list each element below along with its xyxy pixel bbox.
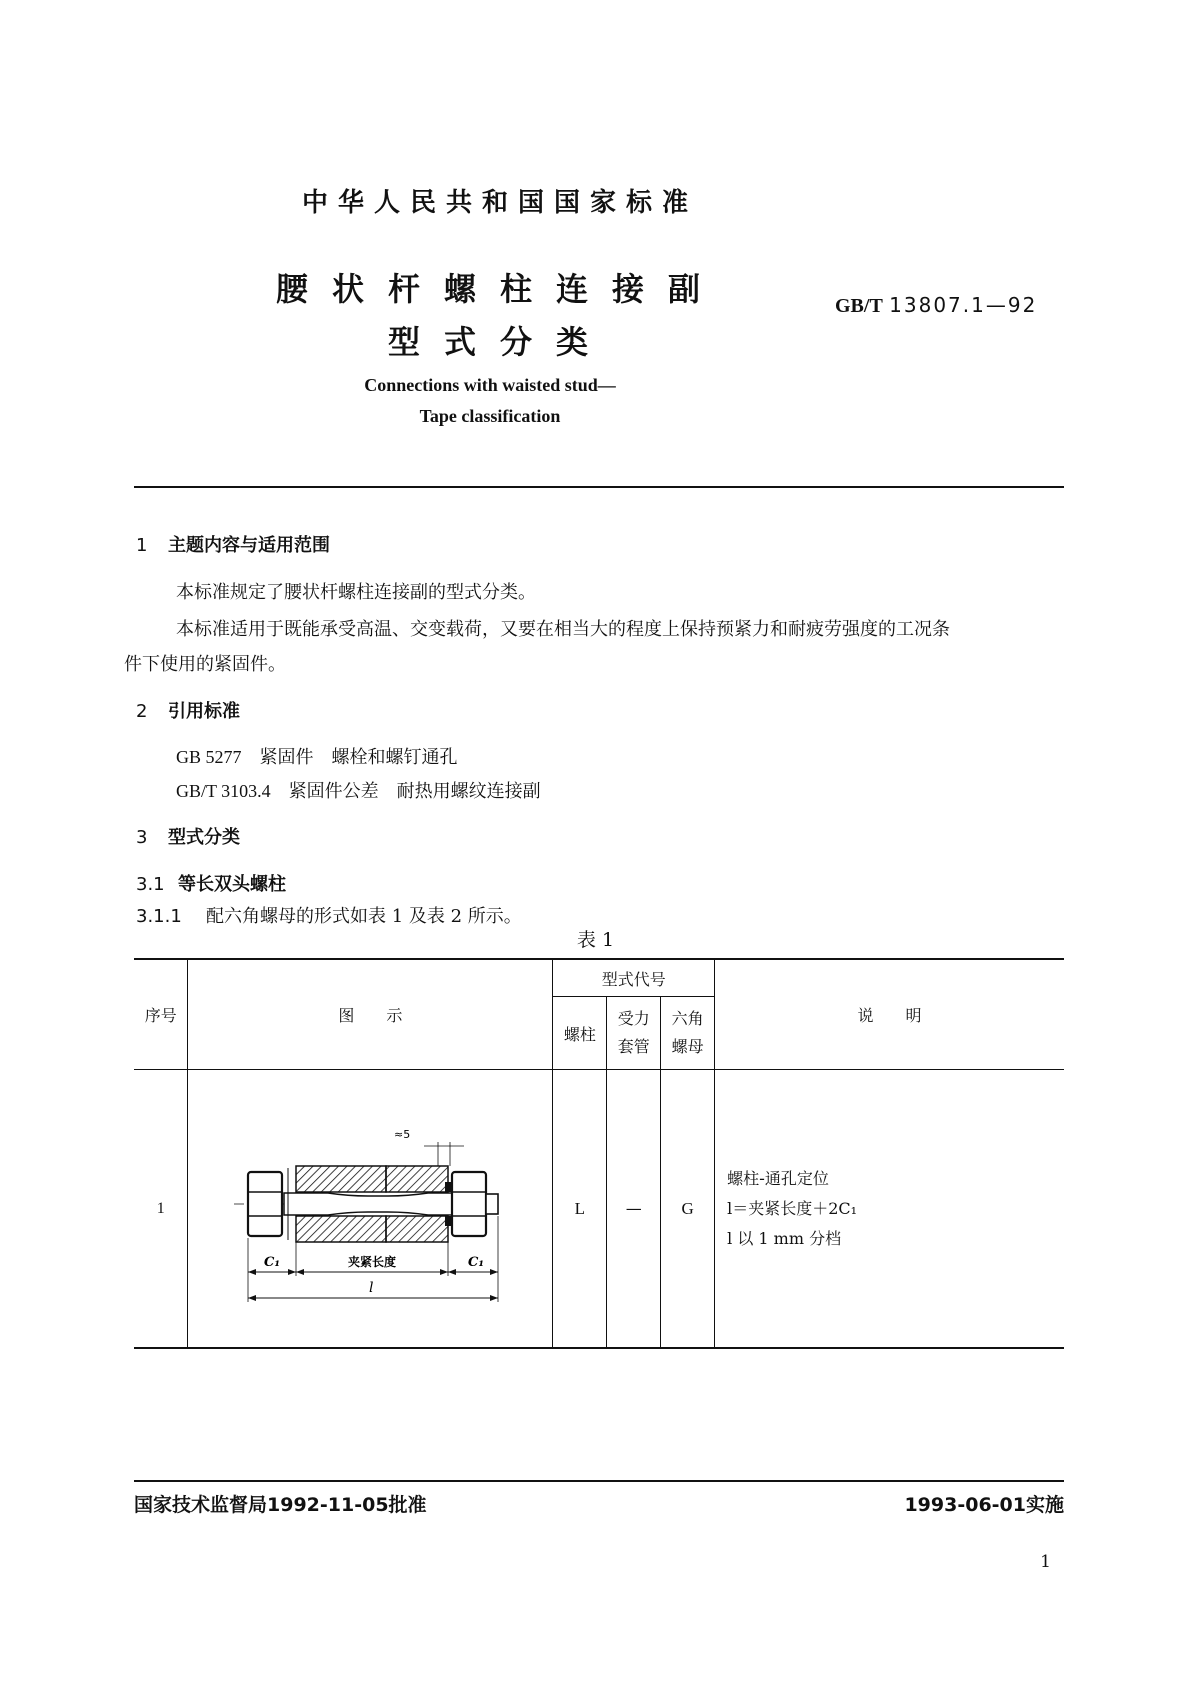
header-nut [661, 997, 715, 1070]
reference-1: GB 5277 紧固件 螺栓和螺钉通孔 [176, 747, 458, 767]
national-standard-heading: 中华人民共和国国家标准 [301, 188, 698, 218]
section-2-number: 2 [136, 701, 148, 722]
header-description: 说 明 [715, 959, 1064, 1070]
section-1-title: 主题内容与适用范围 [168, 535, 330, 556]
row-nut-code: G [661, 1070, 715, 1349]
arrow-f [490, 1269, 498, 1275]
arrow-l-left [248, 1295, 256, 1301]
right-washer-bottom [445, 1216, 451, 1226]
section-3-title: 型式分类 [168, 827, 240, 848]
right-nut [452, 1172, 486, 1236]
desc-line-2: l＝夹紧长度＋2C₁ [727, 1198, 858, 1218]
standard-prefix: GB/T [835, 295, 883, 317]
header-nut-line2: 螺母 [671, 1037, 704, 1056]
upper-plate-left [296, 1166, 386, 1192]
stud-end [486, 1194, 498, 1214]
left-nut [248, 1172, 282, 1236]
clause-3-1-1-number: 3.1.1 [136, 906, 182, 927]
upper-plate-right [386, 1166, 448, 1192]
clamp-length-label: 夹紧长度 [348, 1255, 397, 1269]
l-label: l [369, 1280, 374, 1296]
lower-plate-right [386, 1216, 448, 1242]
row-stud-code: L [553, 1070, 607, 1349]
desc-line-3: l 以 1 mm 分档 [727, 1228, 842, 1248]
section-2-heading [136, 697, 240, 723]
header-sleeve-line2: 套管 [617, 1037, 650, 1056]
section-2-title: 引用标准 [168, 701, 240, 722]
document-title-line2: 型式分类 [387, 323, 612, 361]
arrow-b [288, 1269, 296, 1275]
section-1-heading [136, 531, 330, 557]
row-description [715, 1070, 1064, 1349]
standard-code: 13807.1—92 [889, 293, 1038, 317]
approx-label: ≈5 [394, 1128, 411, 1141]
c1-right-label: C₁ [468, 1255, 485, 1270]
page-number: 1 [1040, 1552, 1051, 1572]
right-washer-top [445, 1182, 451, 1192]
arrow-l-right [490, 1295, 498, 1301]
section-1-number: 1 [136, 535, 148, 556]
header-sleeve-line1: 受力 [617, 1009, 650, 1028]
arrow-e [448, 1269, 456, 1275]
subsection-3-1-number: 3.1 [136, 874, 165, 895]
table-row [134, 1070, 1064, 1349]
subsection-3-1-heading [136, 870, 286, 896]
header-seq: 序号 [134, 959, 188, 1070]
header-type-code: 型式代号 [553, 959, 715, 997]
classification-table [134, 958, 1064, 1349]
footer-divider [134, 1480, 1064, 1482]
lower-plate-left [296, 1216, 386, 1242]
standard-number [835, 293, 1037, 318]
arrow-c [296, 1269, 304, 1275]
header-nut-line1: 六角 [671, 1009, 704, 1028]
section-1-paragraph-2b: 件下使用的紧固件。 [124, 654, 286, 675]
implementation-date: 1993-06-01实施 [904, 1494, 1064, 1516]
reference-2: GB/T 3103.4 紧固件公差 耐热用螺纹连接副 [176, 781, 541, 801]
stud-body [284, 1193, 458, 1215]
c1-left-label: C₁ [264, 1255, 281, 1270]
header-divider [134, 486, 1064, 488]
header-stud: 螺柱 [553, 997, 607, 1070]
approval-date: 国家技术监督局1992-11-05批准 [134, 1494, 427, 1516]
english-title-line2: Tape classification [419, 406, 561, 426]
section-3-heading [136, 823, 240, 849]
section-1-paragraph-1: 本标准规定了腰状杆螺柱连接副的型式分类。 [176, 582, 536, 603]
table-caption: 表 1 [576, 929, 615, 951]
row-seq: 1 [134, 1070, 188, 1349]
header-sleeve [607, 997, 661, 1070]
waisted-stud-drawing [188, 1070, 552, 1343]
document-title-line1: 腰状杆螺柱连接副 [275, 270, 724, 308]
header-figure: 图 示 [188, 959, 553, 1070]
clause-3-1-1-text: 配六角螺母的形式如表 1 及表 2 所示。 [206, 906, 522, 927]
section-1-paragraph-2a: 本标准适用于既能承受高温、交变载荷，又要在相当大的程度上保持预紧力和耐疲劳强度的工况条 [176, 619, 950, 640]
row-sleeve-code: — [607, 1070, 661, 1349]
arrow-d [440, 1269, 448, 1275]
subsection-3-1-title: 等长双头螺柱 [178, 874, 286, 895]
arrow-a [248, 1269, 256, 1275]
row-figure [188, 1070, 553, 1349]
section-3-number: 3 [136, 827, 148, 848]
english-title-line1: Connections with waisted stud— [364, 375, 616, 395]
desc-line-1: 螺柱-通孔定位 [727, 1168, 829, 1188]
